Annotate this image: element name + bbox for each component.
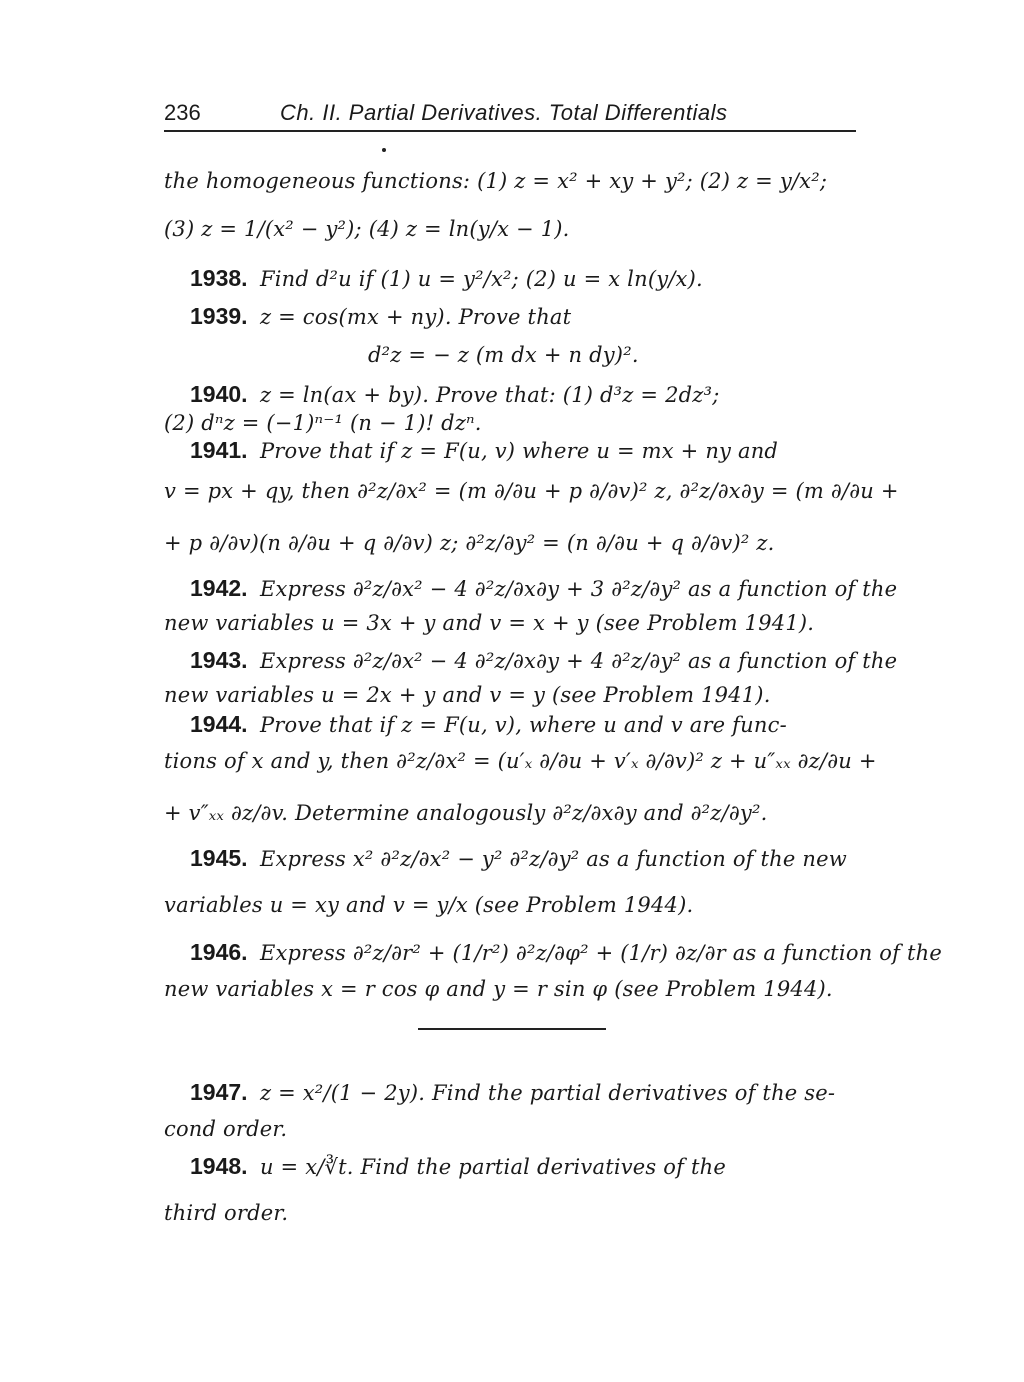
problem-text: u = x/∛t. Find the partial derivatives of the [259, 1155, 726, 1179]
problem-text: Express ∂²z/∂r² + (1/r²) ∂²z/∂φ² + (1/r) ∂z/∂r as a function of the [259, 941, 942, 965]
problem-1946-cont: new variables x = r cos φ and y = r sin φ (see Problem 1944). [164, 977, 833, 1001]
ink-dot [382, 148, 386, 152]
chapter-title: Ch. II. Partial Derivatives. Total Differentials [280, 100, 728, 125]
problem-number: 1938. [190, 265, 248, 291]
problem-1944-line-3: + v″ₓₓ ∂z/∂v. Determine analogously ∂²z/∂x∂y and ∂²z/∂y². [164, 801, 768, 825]
problem-number: 1941. [190, 437, 248, 463]
running-head [164, 100, 856, 132]
problem-1944 [190, 710, 890, 739]
problem-text: z = ln(ax + by). Prove that: (1) d³z = 2dz³; [259, 383, 720, 407]
problem-1941-line-2: v = px + qy, then ∂²z/∂x² = (m ∂/∂u + p ∂/∂v)² z, ∂²z/∂x∂y = (m ∂/∂u + [164, 479, 899, 503]
problem-1942 [190, 574, 898, 603]
problem-text: Express ∂²z/∂x² − 4 ∂²z/∂x∂y + 3 ∂²z/∂y² as a function of the [259, 577, 898, 601]
problem-number: 1944. [190, 711, 248, 737]
problem-1945-cont: variables u = xy and v = y/x (see Problem 1944). [164, 893, 694, 917]
problem-1945 [190, 844, 890, 873]
line-functions-3-4: (3) z = 1/(x² − y²); (4) z = ln(y/x − 1). [164, 217, 570, 241]
problem-number: 1939. [190, 303, 248, 329]
problem-1943 [190, 646, 898, 675]
problem-number: 1946. [190, 939, 248, 965]
problem-1942-cont: new variables u = 3x + y and v = x + y (see Problem 1941). [164, 611, 815, 635]
problem-text: Prove that if z = F(u, v) where u = mx + ny and [259, 439, 779, 463]
problem-number: 1942. [190, 575, 248, 601]
problem-1939 [190, 302, 890, 331]
problem-1940-cont: (2) dⁿz = (−1)ⁿ⁻¹ (n − 1)! dzⁿ. [164, 411, 482, 435]
formula-1939: d²z = − z (m dx + n dy)². [368, 343, 639, 367]
problem-number: 1940. [190, 381, 248, 407]
section-divider [418, 1028, 606, 1030]
problem-1938 [190, 264, 890, 293]
problem-text: Find d²u if (1) u = y²/x²; (2) u = x ln(y/x). [259, 267, 703, 291]
problem-number: 1945. [190, 845, 248, 871]
problem-1944-line-2: tions of x and y, then ∂²z/∂x² = (u′ₓ ∂/∂u + v′ₓ ∂/∂v)² z + u″ₓₓ ∂z/∂u + [164, 749, 877, 773]
problem-text: Prove that if z = F(u, v), where u and v are func- [259, 713, 787, 737]
problem-text: z = cos(mx + ny). Prove that [259, 305, 572, 329]
problem-1943-cont: new variables u = 2x + y and v = y (see Problem 1941). [164, 683, 771, 707]
problem-number: 1947. [190, 1079, 248, 1105]
problem-1941-line-3: + p ∂/∂v)(n ∂/∂u + q ∂/∂v) z; ∂²z/∂y² = (n ∂/∂u + q ∂/∂v)² z. [164, 531, 775, 555]
page-number: 236 [164, 100, 201, 125]
line-homogeneous-functions: the homogeneous functions: (1) z = x² + xy + y²; (2) z = y/x²; [164, 169, 828, 193]
problem-1946 [190, 938, 942, 967]
problem-text: Express ∂²z/∂x² − 4 ∂²z/∂x∂y + 4 ∂²z/∂y² as a function of the [259, 649, 898, 673]
problem-1940 [190, 380, 890, 409]
problem-1948 [190, 1152, 890, 1181]
problem-1941 [190, 436, 890, 465]
problem-1948-cont: third order. [164, 1201, 289, 1225]
problem-text: Express x² ∂²z/∂x² − y² ∂²z/∂y² as a function of the new [259, 847, 847, 871]
problem-number: 1948. [190, 1153, 248, 1179]
problem-number: 1943. [190, 647, 248, 673]
problem-1947 [190, 1078, 890, 1107]
problem-1947-cont: cond order. [164, 1117, 288, 1141]
problem-text: z = x²/(1 − 2y). Find the partial derivatives of the se- [259, 1081, 836, 1105]
